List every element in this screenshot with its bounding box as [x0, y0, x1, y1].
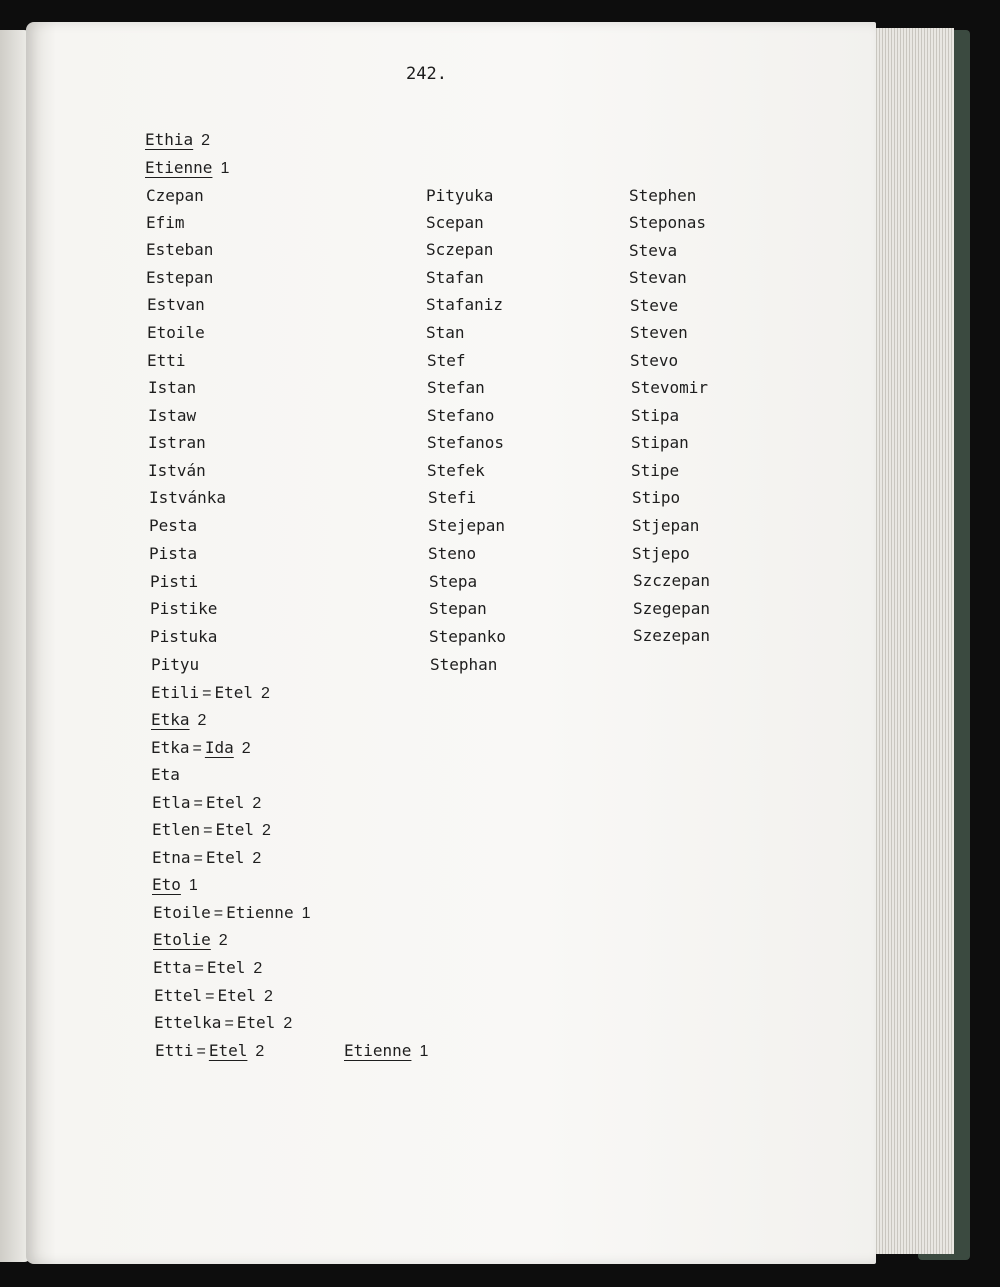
variant-name: Esteban	[146, 240, 214, 259]
reference: Etel	[206, 958, 246, 977]
name: Etna	[152, 848, 191, 867]
count: 2	[197, 712, 207, 729]
reference: Etienne	[344, 1041, 412, 1060]
count: 1	[188, 877, 198, 894]
count: 2	[255, 1043, 265, 1060]
count: 2	[201, 132, 211, 149]
count: 2	[262, 822, 271, 839]
variant-name: Istan	[148, 378, 197, 397]
variant-name: Steva	[629, 241, 678, 260]
count: 2	[252, 850, 262, 867]
variant-name: Stepa	[429, 572, 478, 591]
name: Etka	[151, 738, 190, 757]
entry-etka-ida	[151, 738, 251, 759]
name: Etili	[151, 683, 200, 702]
count: 2	[218, 932, 228, 949]
variant-name: Istaw	[148, 406, 197, 425]
page-number: 242.	[406, 64, 447, 84]
variant-name: Istran	[148, 433, 206, 452]
count: 2	[264, 988, 273, 1005]
variant-name: Pisti	[150, 572, 199, 591]
equals-sign: =	[202, 685, 212, 702]
variant-name: Pista	[149, 544, 198, 563]
entry-ethia	[145, 130, 210, 151]
variant-name: Szczepan	[633, 571, 711, 590]
reference: Etel	[236, 1013, 276, 1032]
entry-etka	[151, 710, 206, 731]
variant-name: Steve	[630, 296, 679, 315]
variant-name: Stevan	[629, 268, 687, 287]
count: 2	[253, 960, 263, 977]
entry-etolie	[153, 930, 228, 951]
entry-ettelka	[154, 1013, 292, 1034]
reference: Etel	[208, 1041, 248, 1060]
variant-name: Stepanko	[429, 627, 507, 646]
entry-ettel	[154, 986, 273, 1007]
equals-sign: =	[205, 988, 215, 1005]
count: 2	[241, 740, 251, 757]
variant-name: Stefi	[428, 488, 477, 507]
entry-eta	[151, 765, 180, 785]
variant-name: Szezepan	[633, 626, 711, 645]
count: 2	[252, 795, 262, 812]
name: Ettel	[154, 986, 203, 1005]
equals-sign: =	[203, 822, 213, 839]
name: Etla	[152, 793, 191, 812]
name: Etlen	[152, 820, 201, 839]
variant-name: Stipan	[631, 433, 689, 452]
equals-sign: =	[213, 905, 224, 922]
entry-etoile	[153, 903, 310, 924]
entry-etti-also	[344, 1041, 428, 1062]
name: Etta	[153, 958, 192, 977]
variant-name: Efim	[146, 213, 185, 232]
variant-name: Stipo	[632, 488, 681, 507]
name: Ettelka	[154, 1013, 222, 1032]
variant-name: Pesta	[149, 516, 198, 535]
count: 1	[419, 1043, 429, 1060]
variant-name: István	[148, 461, 206, 480]
variant-name: Stafan	[426, 268, 484, 287]
entry-etna	[152, 848, 261, 869]
entry-etta	[153, 958, 262, 979]
count: 1	[301, 905, 311, 922]
count: 2	[261, 685, 270, 702]
variant-name: Stef	[427, 351, 466, 370]
variant-name: Stafaniz	[426, 295, 504, 314]
headword: Etolie	[153, 930, 211, 949]
variant-name: Istvánka	[149, 488, 227, 507]
variant-name: Sczepan	[426, 240, 494, 259]
headword: Eto	[152, 875, 181, 894]
variant-name: Pistuka	[150, 627, 218, 646]
name: Etti	[155, 1041, 194, 1060]
equals-sign: =	[194, 960, 204, 977]
variant-name: Etoile	[147, 323, 205, 342]
entry-eto	[152, 875, 198, 896]
count: 2	[283, 1015, 293, 1032]
reference: Etienne	[226, 903, 294, 922]
variant-name: Pityuka	[426, 186, 494, 205]
equals-sign: =	[196, 1043, 206, 1060]
count: 1	[220, 160, 230, 177]
entry-etienne	[145, 158, 229, 179]
reference: Etel	[215, 820, 255, 839]
equals-sign: =	[224, 1015, 234, 1032]
variant-name: Stevomir	[631, 378, 709, 397]
equals-sign: =	[193, 795, 203, 812]
headword: Etka	[151, 710, 190, 729]
variant-name: Stefanos	[427, 433, 505, 452]
entry-etili	[151, 683, 270, 704]
entry-etlen	[152, 820, 271, 841]
name: Eta	[151, 765, 180, 784]
variant-name: Stipe	[631, 461, 680, 480]
variant-name: Stepan	[429, 599, 487, 618]
variant-name: Scepan	[426, 213, 484, 232]
reference: Etel	[217, 986, 257, 1005]
variant-name: Steno	[428, 544, 477, 563]
variant-name: Stefan	[427, 378, 485, 397]
headword: Etienne	[145, 158, 213, 177]
variant-name: Stejepan	[428, 516, 506, 535]
variant-name: Stipa	[631, 406, 680, 425]
headword: Ethia	[145, 130, 194, 149]
variant-name: Stjepo	[632, 544, 690, 563]
variant-name: Szegepan	[633, 599, 711, 618]
variant-name: Steponas	[629, 213, 707, 232]
equals-sign: =	[193, 850, 203, 867]
variant-name: Etti	[147, 351, 186, 370]
name: Etoile	[153, 903, 211, 922]
variant-name: Pityu	[151, 655, 200, 674]
variant-name: Stephan	[430, 655, 498, 674]
variant-name: Stephen	[629, 186, 697, 205]
variant-name: Stevo	[630, 351, 679, 370]
variant-name: Pistike	[150, 599, 218, 618]
variant-name: Stan	[426, 323, 465, 342]
entry-etla	[152, 793, 261, 814]
variant-name: Steven	[630, 323, 688, 342]
reference: Etel	[214, 683, 254, 702]
reference: Ida	[204, 738, 234, 757]
entry-etti	[155, 1041, 264, 1062]
variant-name: Estepan	[146, 268, 214, 287]
reference: Etel	[205, 848, 245, 867]
reference: Etel	[205, 793, 245, 812]
variant-name: Stjepan	[632, 516, 700, 535]
equals-sign: =	[192, 740, 202, 757]
variant-name: Stefek	[427, 461, 485, 480]
variant-name: Stefano	[427, 406, 495, 425]
variant-name: Estvan	[147, 295, 205, 314]
variant-name: Czepan	[146, 186, 204, 205]
